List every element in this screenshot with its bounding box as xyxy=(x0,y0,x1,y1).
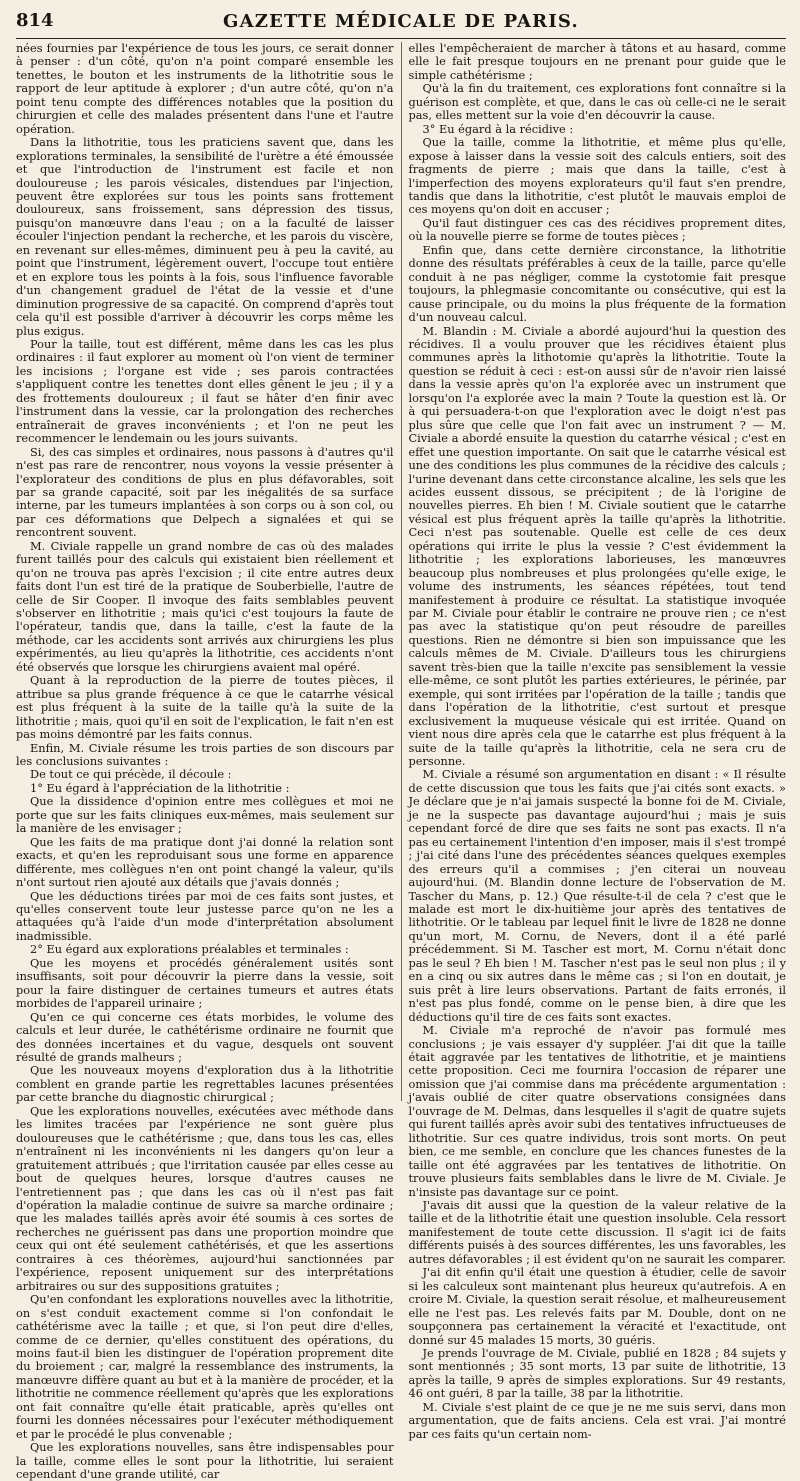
paragraph: Que la dissidence d'opinion entre mes collègues et moi ne porte que sur les faits cliniques eux-mêmes, mais seulement sur la manière de les envisager ; xyxy=(16,794,394,836)
page-number: 814 xyxy=(16,10,54,31)
paragraph: Je prends l'ouvrage de M. Civiale, publié en 1828 ; 84 sujets y sont mentionnés ; 35 sont morts, 13 par suite de lithotritie, 13 après la taille, 9 après de simples explorations. Sur 49 restants, 46 ont guéri, 8 par la taille, 38 par la lithotritie. xyxy=(408,1345,786,1401)
paragraph: Qu'à la fin du traitement, ces explorations font connaître si la guérison est complète, et que, dans le cas où celle-ci ne le serait pas, elles mettent sur la voie d'en découvrir la cause. xyxy=(408,81,786,123)
paragraph: Qu'en ce qui concerne ces états morbides, le volume des calculs et leur durée, le cathétérisme ordinaire ne fournit que des données incertaines et du vague, desquels ont souvent résulté de grands malheurs ; xyxy=(16,1009,394,1064)
paragraph: M. Civiale a résumé son argumentation en disant : « Il résulte de cette discussion que tous les faits que j'ai cités sont exacts. » Je déclare que je n'ai jamais suspecté la bonne foi de M. Civiale, je ne la suspecte pas davantage aujourd'hui ; mais je suis cependant forcé de dire que ses faits ne sont pas exacts. Il n'a pas eu certainement l'intention d'en imposer, mais il s'est trompé ; j'ai cité dans l'une des précédentes séances quelques exemples des erreurs qu'il a commises ; j'en citerai un nouveau aujourd'hui. (M. Blandin donne lecture de l'observation de M. Tascher du Mans, p. 12.) Que résulte-t-il de cela ? c'est que le malade est mort le dix-huitième jour après des tentatives de lithotritie. Or le tableau par lequel finit le livre de 1828 ne donne qu'un mort, M. Cornu, de Nevers, dont il a été parlé précédemment. Si M. Tascher est mort, M. Cornu n'était donc pas le seul ? Eh bien ! M. Tascher n'est pas le seul non plus ; il y en a cinq ou six autres dans le même cas ; si l'on en doutait, je suis prêt à lire leurs observations. Partant de faits erronés, il n'est pas plus fondé, comme on le pense bien, à dire que les déductions qu'il tire de ces faits sont exactes. xyxy=(408,767,786,1024)
paragraph: Pour la taille, tout est différent, même dans les cas les plus ordinaires : il faut explorer au moment où l'on vient de terminer les incisions ; l'organe est vide ; ses parois contractées s'appliquent contre les tenettes dont elles gênent le jeu ; il y a des frottements douloureux ; il faut se hâter d'en finir avec l'instrument dans la vessie, car la prolongation des recherches entraînerait de graves inconvénients ; et l'on ne peut les recommencer le lendemain ou les jours suivants. xyxy=(16,336,394,446)
paragraph: M. Civiale s'est plaint de ce que je ne me suis servi, dans mon argumentation, que de faits anciens. Cela est vrai. J'ai montré par ces faits qu'un certain nom- xyxy=(408,1399,786,1441)
paragraph: Que la taille, comme la lithotritie, et même plus qu'elle, expose à laisser dans la vessie soit des calculs entiers, soit des fragments de pierre ; mais que dans la taille, c'est à l'imperfection des moyens explorateurs qu'il faut s'en prendre, tandis que dans la lithotritie, c'est plutôt le mauvais emploi de ces moyens qu'on doit en accuser ; xyxy=(408,135,786,217)
paragraph: Que les nouveaux moyens d'exploration dus à la lithotritie comblent en grande partie les regrettables lacunes présentées par cette branche du diagnostic chirurgical ; xyxy=(16,1063,394,1105)
paragraph: De tout ce qui précède, il découle : xyxy=(30,767,232,782)
paragraph: M. Civiale m'a reproché de n'avoir pas formulé mes conclusions ; je vais essayer d'y suppléer. J'ai dit que la taille était aggravée par les tentatives de lithotritie, et je maintiens cette proposition. Ceci me fournira l'occasion de réparer une omission que j'ai commise dans ma précédente argumentation : j'avais oublié de citer quatre observations consignées dans l'ouvrage de M. Delmas, dans lesquelles il s'agit de quatre sujets qui furent taillés après avoir subi des tentatives infructueuses de lithotritie. Sur ces quatre individus, trois sont morts. On peut bien, ce me semble, en conclure que les chances funestes de la taille ont été aggravées par les tentatives de lithotritie. On trouve plusieurs faits semblables dans le livre de M. Civiale. Je n'insiste pas davantage sur ce point. xyxy=(408,1023,786,1199)
paragraph: Que les déductions tirées par moi de ces faits sont justes, et qu'elles conservent toute leur justesse parce qu'on ne les a attaquées qu'à l'aide d'un mode d'interprétation absolument inadmissible. xyxy=(16,888,394,943)
paragraph: J'ai dit enfin qu'il était une question à étudier, celle de savoir si les calculeux sont maintenant plus heureux qu'autrefois. A en croire M. Civiale, la question serait résolue, et malheureusement elle ne l'est pas. Les relevés faits par M. Double, dont on ne soupçonnera pas certainement la véracité et l'exactitude, ont donné sur 45 malades 15 morts, 30 guéris. xyxy=(408,1265,786,1347)
paragraph: Que les faits de ma pratique dont j'ai donné la relation sont exacts, et qu'en les reproduisant sous une forme en apparence différente, mes collègues n'en ont point changé la valeur, qu'ils n'ont surtout rien ajouté aux détails que j'avais donnés ; xyxy=(16,834,394,890)
right-column xyxy=(402,41,787,1441)
paragraph: Si, des cas simples et ordinaires, nous passons à d'autres qu'il n'est pas rare de rencontrer, nous voyons la vessie présenter à l'explorateur des conditions de plus en plus défavorables, soit par sa grande capacité, soit par les inégalités de sa surface interne, par les tumeurs implantées à son corps ou à son col, ou par ces déformations que Delpech a signalées et qui se rencontrent souvent. xyxy=(16,444,394,540)
paragraph: 3° Eu égard à la récidive : xyxy=(422,121,574,136)
paragraph: Quant à la reproduction de la pierre de toutes pièces, il attribue sa plus grande fréquence à ce que le catarrhe vésical est plus fréquent à la suite de la taille qu'à la suite de la lithotritie ; mais, quoi qu'il en soit de l'explication, le fait n'en est pas moins démontré par les faits connus. xyxy=(16,673,394,742)
paragraph: 1° Eu égard à l'appréciation de la lithotritie : xyxy=(30,780,290,795)
journal-title: GAZETTE MÉDICALE DE PARIS. xyxy=(223,11,579,32)
paragraph: Enfin que, dans cette dernière circonstance, la lithotritie donne des résultats préférables à ceux de la taille, parce qu'elle conduit à ne pas négliger, comme la cystotomie fait presque toujours, la phlegmasie concomitante ou consécutive, qui est la cause principale, ou du moins la plus fréquente de la formation d'un nouveau calcul. xyxy=(408,242,786,325)
paragraph: 2° Eu égard aux explorations préalables et terminales : xyxy=(30,942,349,957)
paragraph: Que les explorations nouvelles, exécutées avec méthode dans les limites tracées par l'expérience ne sont guère plus douloureuses que le cathétérisme ; que, dans tous les cas, elles n'entraînent ni les inconvénients ni les dangers qu'on leur a gratuitement attribués ; que l'irritation causée par elles cesse au bout de quelques heures, lorsque d'autres causes ne l'entretiennent pas ; que dans les cas où il n'est pas fait d'opération la maladie continue de suivre sa marche ordinaire ; que les malades taillés après avoir été soumis à ces sortes de recherches ne guérissent pas dans une proportion moindre que ceux qui ont été seulement cathétérisés, et que les assertions contraires à ces théorèmes, aujourd'hui sanctionnées par l'expérience, reposent uniquement sur des interprétations arbitraires ou sur des suppositions gratuites ; xyxy=(16,1103,394,1293)
paragraph: Qu'en confondant les explorations nouvelles avec la lithotritie, on s'est conduit exactement comme si l'on confondait le cathétérisme avec la taille ; et que, si l'on peut dire d'elles, comme de ce dernier, qu'elles constituent des opérations, du moins faut-il bien les distinguer de l'opération proprement dite du broiement ; car, malgré la ressemblance des instruments, la manœuvre diffère quant au but et à la manière de procéder, et la lithotritie ne commence réellement qu'après que les explorations ont fait connaître qu'elle était praticable, après qu'elles ont fourni les données nécessaires pour l'exécuter méthodiquement et par le procédé le plus convenable ; xyxy=(16,1292,394,1441)
paragraph: Qu'il faut distinguer ces cas des récidives proprement dites, où la nouvelle pierre se forme de toutes pièces ; xyxy=(408,215,786,244)
paragraph: Dans la lithotritie, tous les praticiens savent que, dans les explorations terminales, la sensibilité de l'urètre a été émoussée et que l'introduction de l'instrument est facile et non douloureuse ; les parois vésicales, distendues par l'injection, peuvent être explorées sur tous les points sans frottement douloureux, sans froissement, sans dépression des tissus, puisqu'on manœuvre dans l'eau ; on a la faculté de laisser écouler l'injection pendant la recherche, et les parois du viscère, en revenant sur elles-mêmes, diminuent peu à peu la cavité, au point que l'instrument, légèrement ouvert, l'occupe tout entière et en explore tous les points à la fois, sous l'influence favorable d'un changement graduel de l'état de la vessie et d'une diminution progressive de sa capacité. On comprend d'après tout cela qu'il est possible d'arriver à découvrir les corps même les plus exigus. xyxy=(16,135,394,338)
page-header xyxy=(16,8,786,39)
paragraph: Que les explorations nouvelles, sans être indispensables pour la taille, comme elles le sont pour la lithotritie, lui seraient cependant d'une grande utilité, car xyxy=(16,1440,394,1481)
left-column xyxy=(16,41,401,1481)
paragraph: M. Civiale rappelle un grand nombre de cas où des malades furent taillés pour des calculs qui existaient bien réellement et qu'on ne trouva pas après l'excision ; il cite entre autres deux faits dont l'un est tiré de la pratique de Souberbielle, l'autre de celle de Sir Cooper. Il invoque des faits semblables peuvent s'observer en lithotritie ; mais qu'ici c'est toujours la faute de l'opérateur, tandis que, dans la taille, c'est la faute de la méthode, car les accidents sont arrivés aux chirurgiens les plus expérimentés, au lieu qu'après la lithotritie, ces accidents n'ont été observés que lorsque les chirurgiens avaient mal opéré. xyxy=(16,538,394,674)
paragraph: Enfin, M. Civiale résume les trois parties de son discours par les conclusions suivantes : xyxy=(16,740,394,769)
paragraph: nées fournies par l'expérience de tous les jours, ce serait donner à penser : d'un côté, qu'on n'a point comparé ensemble les tenettes, le bouton et les instruments de la lithotritie sous le rapport de leur aptitude à explorer ; d'un autre côté, qu'on n'a point tenu compte des différences notables que la position du chirurgien et celle des malades présentent dans l'une et l'autre opération. xyxy=(16,41,394,136)
paragraph: Que les moyens et procédés généralement usités sont insuffisants, soit pour découvrir la pierre dans la vessie, soit pour la faire distinguer de certaines tumeurs et autres états morbides de l'appareil urinaire ; xyxy=(16,955,394,1011)
paragraph: M. Blandin : M. Civiale a abordé aujourd'hui la question des récidives. Il a voulu prouver que les récidives étaient plus communes après la lithotomie qu'après la lithotritie. Toute la question se réduit à ceci : est-on aussi sûr de n'avoir rien laissé dans la vessie après qu'on l'a explorée avec un instrument que lorsqu'on l'a explorée avec la main ? Toute la question est là. Or à qui persuadera-t-on que l'exploration avec le doigt n'est pas plus sûre que celle que l'on fait avec un instrument ? — M. Civiale a abordé ensuite la question du catarrhe vésical ; c'est en effet une question importante. On sait que le catarrhe vésical est une des conditions les plus communes de la récidive des calculs ; l'urine devenant dans cette circonstance alcaline, les sels que les acides eussent dissous, se précipitent ; de là l'origine de nouvelles pierres. Eh bien ! M. Civiale soutient que le catarrhe vésical est plus fréquent après la taille qu'après la lithotritie. Ceci n'est pas soutenable. Quelle est celle de ces deux opérations qui irrite le plus la vessie ? C'est évidemment la lithotritie ; les explorations laborieuses, les manœuvres beaucoup plus nombreuses et plus prolongées qu'elle exige, le volume des instruments, les séances répétées, tout tend manifestement à produire ce résultat. La statistique invoquée par M. Civiale pour établir le contraire ne prouve rien ; ce n'est pas avec la statistique qu'on peut résoudre de pareilles questions. Rien ne démontre si bien son impuissance que les calculs mêmes de M. Civiale. D'ailleurs tous les chirurgiens savent très-bien que la taille n'excite pas sensiblement la vessie elle-même, ce sont plutôt les parties extérieures, le périnée, par exemple, qui sont irritées par l'opération de la taille ; tandis que dans l'opération de la lithotritie, c'est surtout et presque exclusivement la muqueuse vésicale qui est irritée. Quand on vient nous dire après cela que le catarrhe est plus fréquent à la suite de la taille qu'après la lithotritie, cela ne sera cru de personne. xyxy=(408,323,786,769)
paragraph: J'avais dit aussi que la question de la valeur relative de la taille et de la lithotritie était une question insoluble. Cela ressort manifestement de toute cette discussion. Il s'agit ici de faits différents puisés à des sources différentes, les uns favorables, les autres défavorables ; il est évident qu'on ne saurait les comparer. xyxy=(408,1197,786,1266)
text-columns xyxy=(16,41,786,1481)
paragraph: elles l'empêcheraient de marcher à tâtons et au hasard, comme elle le fait presque toujours en ne prenant pour guide que le simple cathétérisme ; xyxy=(408,41,786,82)
